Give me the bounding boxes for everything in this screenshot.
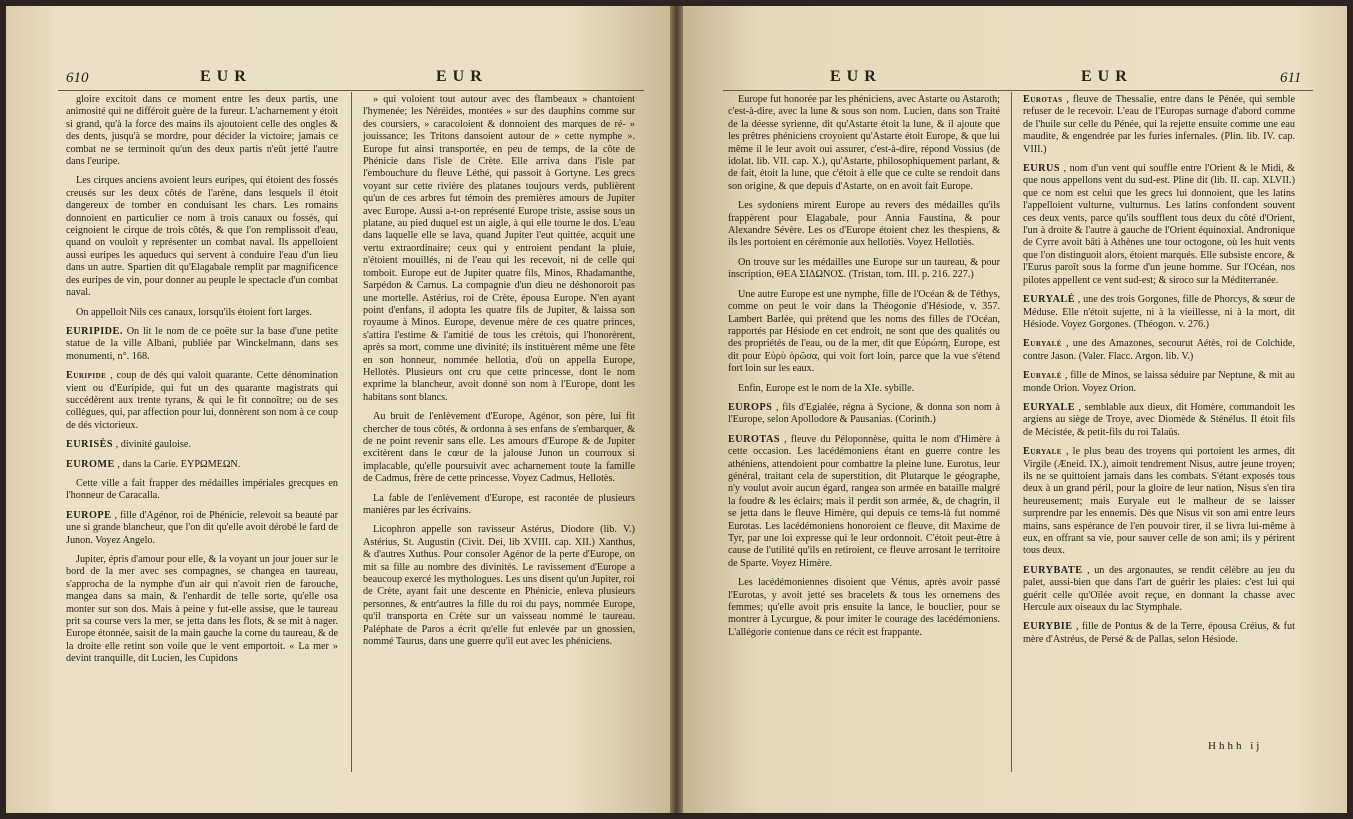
paragraph (728, 383, 1000, 395)
paragraph (1023, 370, 1295, 395)
right-page (683, 6, 1347, 813)
entry-keyword: EUROME (66, 458, 115, 470)
left-page (6, 6, 670, 813)
right-column-2 (1023, 94, 1295, 653)
entry-keyword: Euryale (1023, 446, 1062, 458)
entry-keyword: EURIPIDE. (66, 325, 123, 337)
entry-keyword: Euroтas (1023, 94, 1063, 105)
paragraph (66, 370, 338, 432)
paragraph (728, 402, 1000, 427)
paragraph-text: , coup de dés qui valoit quarante. Cette dénomination vient ou d'Euripide, qui fut un des quarante magistrats qui succédèrent aux trente tyrans, & qui le fit connoître; ou de ses collègues, qui, par affection pour lui, donnèrent son nom à ce coup de dés victorieux. (66, 370, 338, 431)
book-spread (6, 6, 1347, 813)
paragraph-text: Une autre Europe est une nymphe, fille de l'Océan & de Téthys, comme on peut le voir dans la Théogonie d'Hésiode, v. 357. Lambert Barlée, qui prétend que les noms des filles de l'Océan, rapportés par Hésiode en cet endroit, ne sont que des qualités ou des propriétés de l'eau, ou de la mer, dit que Εὐρώπη, Europe, est dit pour Εὐρὺ ὁρῶσα, qui voit fort loin, parce que la vue s'étend fort loin sur les eaux. (728, 288, 1000, 375)
paragraph-text: , une des Amazones, secourut Aétès, roi de Colchide, contre Jason. (Valer. Flacc. Argon. lib. V.) (1023, 338, 1295, 362)
paragraph-text: Cette ville a fait frapper des médailles impériales grecques en l'honneur de Caracalla. (66, 477, 338, 502)
page-number-right: 611 (1280, 70, 1302, 86)
paragraph-text: , fille de Minos, se laissa séduire par Neptune, & mit au monde Orion. Voyez Orion. (1023, 370, 1295, 394)
paragraph-text: Les lacédémoniennes disoient que Vénus, après avoir passé l'Eurotas, y avoit jetté ses bracelets & tous les ornemens des femmes; qu'elle avoit pris ensuite la lance, le bouclier, pour se montrer à Lycurgue, & pour imiter le courage des lacédémoniens. L'allégorie contenue dans ce récit est frappante. (728, 577, 1000, 638)
running-head-left-2: EUR (436, 68, 488, 85)
paragraph (1023, 446, 1295, 558)
paragraph-text: , fille d'Agénor, roi de Phénicie, relevoit sa beauté par une si grande blancheur, que l'on dit qu'elle avoit dérobé le fard de Junon. Voyez Angelo. (66, 509, 338, 546)
paragraph-text: , une des trois Gorgones, fille de Phorcys, & sœur de Méduse. Elle n'étoit sujette, ni à la vieillesse, ni à la mort, dit Hésiode. Voyez Gorgones. (Théogon. v. 276.) (1023, 294, 1295, 330)
paragraph-text: , dans la Carie. ΕΥΡΩΜΕΩΝ. (114, 458, 241, 470)
running-head-left-1: EUR (200, 68, 252, 85)
paragraph-text: On trouve sur les médailles une Europe sur un taureau, & pour inscription, ΘΕΑ ΣΙΔΩΝΟΣ. (Tristan, tom. III. p. 216. 227.) (728, 256, 1000, 281)
paragraph-text: , fille de Pontus & de la Terre, épousa Créius, & fut mère d'Astréus, de Persé & de Pallas, selon Hésiode. (1023, 621, 1295, 645)
paragraph (66, 554, 338, 666)
entry-keyword: EURYALE (1023, 401, 1076, 413)
column-rule-left (351, 92, 352, 772)
paragraph (66, 326, 338, 363)
paragraph-text: , divinité gauloise. (113, 439, 191, 451)
paragraph (66, 94, 338, 168)
paragraph (1023, 338, 1295, 363)
paragraph-text: Les sydoniens mirent Europe au revers des médailles qu'ils frappèrent pour Elagabale, pour Annia Faustina, & pour Alexandre Sévère. Les os d'Europe étoient chez les thespiens, & ils les portoient en cérémonie aux hellotiès. Voyez Hellotiès. (728, 200, 1000, 249)
paragraph (728, 200, 1000, 250)
paragraph-text: » qui voloient tout autour avec des flambeaux » chantoient l'hymenée; les Néréides, montées » sur des dauphins comme sur des coursiers, » caracoloient & donnoient des marques de ré- » jouissance; les Tritons dansoient autour de » cette nymphe ». Europe fut ainsi transportée, en peu de temps, de la côte de Phénicie dans l'isle de Crète. Elle arriva dans l'isle par l'embouchure du fleuve Léthé, qui passoit à Gortyne. Les grecs voyant sur cette rivière des platanes toujours verds, publièrent qu'un de ces arbres fut témoin des premières amours de Jupiter avec Europe. Aussi a-t-on représenté Europe triste, assise sous un platane, au pied duquel est un aigle, à qui elle tourne le dos. L'eau dans laquelle elle se lava, quand Jupiter l'eut quittée, acquit une vertu extraordinaire; ceux qui y entroient pendant la pluie, n'étoient mouillés, ni de l'eau qui les recevoit, ni de celle qui tomboit. Europe eut de Jupiter quatre fils, Minos, Rhadamanthe, Sarpédon & Carnus. La compagnie d'un dieu ne déshonoroit pas une mortelle. Astérius, roi de Crète, épousa Europe. N'en ayant point d'enfans, il adopta les quatre fils de Jupiter, & laissa son royaume à Minos. Europe, devenue mère de ces quatre princes, s'attira l'estime & l'amitié de tous les crétois, qui l'honorèrent, après sa mort, comme une divinité; ils instituèrent même une fête en son honneur, nommée hellotia, d'où on appella Europe, Hellotès. Plusieurs ont cru que cette princesse, dont le nom exprime la blancheur, avoit donné son nom à l'Europe, dont les habitans sont blancs. (363, 94, 635, 403)
paragraph-text: Enfin, Europe est le nom de la XIe. sybille. (738, 382, 915, 394)
paragraph-text: On appelloit Nils ces canaux, lorsqu'ils étoient fort larges. (76, 306, 312, 318)
paragraph (363, 411, 635, 485)
paragraph (1023, 565, 1295, 615)
paragraph (728, 257, 1000, 282)
paragraph (1023, 94, 1295, 156)
paragraph (728, 577, 1000, 639)
entry-keyword: Euripide (66, 370, 107, 382)
paragraph (728, 289, 1000, 376)
paragraph (66, 439, 338, 451)
entry-keyword: EURYALÉ (1023, 294, 1076, 306)
paragraph-text: , le plus beau des troyens qui portoient les armes, dit Virgile (Æneid. IX.), aimoit tendrement Nisus, autre jeune troyen; ils ne se quittoient jamais dans les combats. S'étant exposés tous deux à un grand péril, pour la gloire de leur nation, Nisus s'en tira heureusement; mais Euryale eut le malheur de se laisser surprendre par les ennemis. Dès que Nisus vit son ami entre leurs mains, sans espérance de l'en pouvoir tirer, il se livra lui-même à eux, en offrant sa vie, pour sauver celle de son ami; ils y périrent tous deux. (1023, 446, 1295, 557)
running-head-right-2: EUR (1081, 68, 1133, 85)
paragraph-text: Au bruit de l'enlèvement d'Europe, Agénor, son père, lui fit chercher de tous côtés, & ordonna à ses enfans de s'embarquer, & de ne point revenir sans elle. Les amours d'Europe & de Jupiter excitèrent dans le cœur de la jalouse Junon un courroux si implacable, qu'elle poursuivit avec acharnement toute la famille de Cadmus, frère de cette princesse. Voyez Cadmus, Hellotès. (363, 411, 635, 485)
paragraph-text: , un des argonautes, se rendit célèbre au jeu du palet, aussi-bien que dans l'art de guérir les plaies: c'est lui qui guérit celle qu'Oïlée avoit reçue, en donnant la chasse avec Hercule aux oiseaux du lac Stymphale. (1023, 564, 1295, 614)
page-number-left: 610 (66, 70, 89, 86)
header-rule-right (723, 90, 1313, 91)
paragraph (1023, 621, 1295, 646)
paragraph (66, 175, 338, 299)
paragraph-text: Jupiter, épris d'amour pour elle, & la voyant un jour jouer sur le bord de la mer avec ses compagnes, se changea en taureau, s'approcha de la nymphe d'un air qui n'avoit rien de farouche, mangea dans sa main, & l'enhardit de telle sorte, qu'elle osa monter sur son dos. Mais à peine y fut-elle assise, que le taureau prit sa course vers la mer, se jetta dans les flots, & se mit à nager. Europe étonnée, saisit de la main gauche la corne du taureau, & de la droite elle retint son voile que le vent emportoit. « La mer » devint tranquille, dit Lucien, les Cupidons (66, 554, 338, 665)
entry-keyword: EURUS (1023, 163, 1061, 175)
column-rule-right (1011, 92, 1012, 772)
paragraph-text: On lit le nom de ce poëte sur la base d'une petite statue de la ville Albani, publiée par Winckelmann, dans ses monumenti, n°. 168. (66, 325, 338, 362)
paragraph-text: , fils d'Egialée, régna à Sycione, & donna son nom à l'Europe, selon Apollodore & Pausanias. (Corinth.) (728, 401, 1000, 426)
left-column-2 (363, 94, 635, 655)
paragraph-text: , fleuve de Thessalie, entre dans le Pénée, qui semble refuser de le recevoir. L'eau de l'Europas surnage d'abord comme de l'huile sur celle du Pénée, qui la rejette ensuite comme une eau maudite, & engendrée par les furies infernales. (Plin. lib. IV. cap. VIII.) (1023, 94, 1295, 155)
paragraph-text: , nom d'un vent qui souffle entre l'Orient & le Midi, & que nous appellons vent du sud-est. Pline dit (lib. II. cap. XLVII.) que ce nom est celui que les grecs lui donnoient, que les latins l'appelloient vulturne, vulturnus. Les latins confondent souvent ces deux vents, parce qu'ils soufflent tous deux du côté d'Orient, l'un à droite & l'autre à gauche de l'Orient équinoxial. Andronique de Cyrre avoit bâti à Athènes une tour octogone, où les huit vents que l'on distinguoit alors, étoient marqués. Elle subsiste encore, & l'Eurus paroît sous la forme d'un jeune homme. Sur l'Océan, nos pilotes appellent ce vent sud-est; & siroco sur la Méditerranée. (1023, 163, 1295, 286)
paragraph (66, 459, 338, 471)
paragraph (1023, 402, 1295, 439)
signature-mark: Hhhh ij (1208, 740, 1263, 752)
paragraph-text: , fleuve du Péloponnèse, quitta le nom d'Himère à cette occasion. Les lacédémoniens étant en guerre contre les athéniens, attendoient pour combattre la pleine lune. Eurotus, leur général, traitant cela de superstition, dit Plutarque le géographe, n'y voulut avoir aucun égard, rangea son armée en bataille malgré la foudre & les éclairs; mais il perdit son armée, &, de chagrin, il se jetta dans le fleuve Himère, qui depuis ce tems-là fut nommé Eurotas. Les lacédémoniens honoroient ce fleuve, dit Maxime de Tyr, par une loi expresse qui le leur ordonnoit. C'étoit peut-être à cause de l'utilité qu'ils en retiroient, ce fleuve arrosant le territoire de Sparte. Voyez Himère. (728, 433, 1000, 569)
entry-keyword: EURYBIE (1023, 621, 1073, 633)
paragraph (1023, 294, 1295, 331)
paragraph (728, 94, 1000, 193)
header-rule-left (58, 90, 644, 91)
left-column-1 (66, 94, 338, 673)
running-head-right-1: EUR (830, 68, 882, 85)
entry-keyword: EURYBATE (1023, 564, 1083, 576)
right-column-1 (728, 94, 1000, 646)
book-gutter (670, 6, 683, 813)
paragraph (728, 434, 1000, 570)
paragraph (363, 524, 635, 648)
entry-keyword: EURISÈS (66, 439, 114, 451)
paragraph (1023, 163, 1295, 287)
paragraph-text: gloire excitoit dans ce moment entre les deux partis, une animosité qui ne différoit guère de la fureur. L'acharnement y étoit si grand, qu'à la force des mains ils ajoutoient celle des ongles & des dents, jusqu'à se mordre, pour décider la victoire; jamais ce combat ne se terminoit qu'un des deux partis n'eût jetté l'autre dans l'euripe. (66, 94, 338, 168)
paragraph (66, 478, 338, 503)
paragraph-text: Licophron appelle son ravisseur Astérus, Diodore (lib. V.) Astérius, St. Augustin (Civit. Dei, lib XVIII. cap. XII.) Xanthus, & d'autres Xuthus. Pour consoler Agénor de la perte d'Europe, on mit sa fille au nombre des divinités. Le ravissement d'Europe a beaucoup exercé les mythologues. Les uns disent qu'un Jupiter, roi de Crète, ayant fait une descente en Phénicie, enleva plusieurs personnes, & entr'autres la fille du roi du pays, nommée Europe, qu'il transporta en Crète sur un vaisseau nommé le taureau. Paléphate de Paros a écrit qu'elle fut enlevée par un gnossien, nommé Taurus, dans une guerre qu'il eut avec les phéniciens. (363, 524, 635, 648)
paragraph-text: , semblable aux dieux, dit Homère, commandoit les argiens au siège de Troye, avec Diomède & Sténélus. Il étoit fils de Mécistée, & petit-fils du roi Talaüs. (1023, 401, 1295, 438)
paragraph (363, 94, 635, 404)
paragraph-text: Europe fut honorée par les phéniciens, avec Astarte ou Astaroth; c'est-à-dire, avec la lune & sous son nom. Lucien, dans son Traité de la déesse syrienne, dit qu'Astarte étoit la lune, & il ajoute que les prêtres phéniciens croyoient qu'Astarte étoit Europe, & que lui même il le leur avoit oui assurer, c'est-à-dire, répond Vossius (de idolat. lib. VII. cap. X.), qu'Astarte, philosophiquement parlant, & de fait, étoit la lune, que c'étoit à elle que ce culte se rendoit dans son origine, & que depuis d'Astarte, on en avoit fait Europe. (728, 94, 1000, 192)
paragraph (66, 307, 338, 319)
entry-keyword: EUROPE (66, 509, 112, 521)
paragraph (363, 493, 635, 518)
paragraph-text: Les cirques anciens avoient leurs euripes, qui étoient des fossés creusés sur les deux côtés de l'arène, dans lesquels il étoit dangereux de tomber en conduisant les chars. Les romains donnoient en particulier ce nom à trois canaux ou fossés, qui ceignoient le cirque de trois côtés, & que l'on remplissoit d'eau, quand on vouloit y représenter un combat naval. Ils appelloient aussi euripes les aqueducs qui servent à conduire l'eau d'un lieu dans un autre. Spartien dit qu'Elagabale remplit par magnificence des euripes de vin, pour donner au peuple le spectacle d'un combat naval. (66, 175, 338, 299)
entry-keyword: EUROPS (728, 401, 773, 413)
entry-keyword: Euryalé (1023, 338, 1062, 350)
paragraph (66, 510, 338, 547)
entry-keyword: EUROTAS (728, 433, 780, 445)
entry-keyword: Euryalé (1023, 370, 1062, 382)
paragraph-text: La fable de l'enlèvement d'Europe, est racontée de plusieurs manières par les écrivains. (363, 492, 635, 516)
